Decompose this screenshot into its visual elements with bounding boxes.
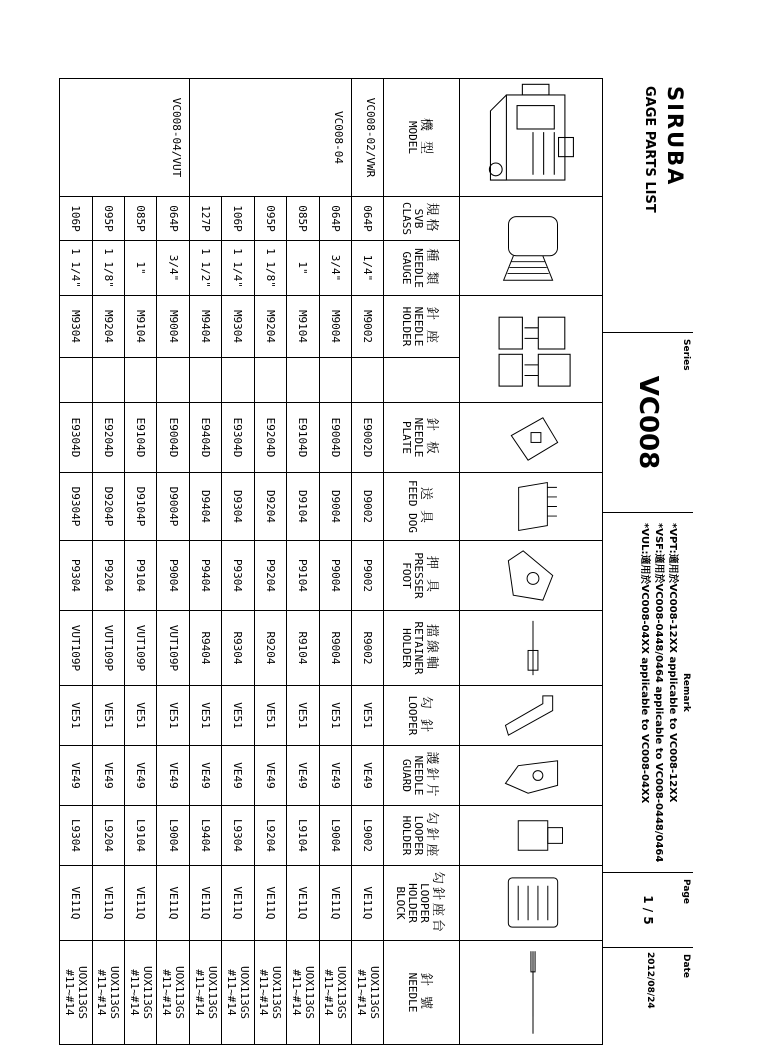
looper-holder-icon <box>478 806 588 865</box>
table-cell: VE49 <box>124 746 156 806</box>
page-number: 1 / 5 <box>641 895 655 925</box>
table-cell: UOX113GS #11~#14 <box>92 941 124 1045</box>
column-header-zh: 機 型 <box>418 117 434 158</box>
table-cell: 3/4" <box>319 241 351 296</box>
sheet-title: GAGE PARTS LIST <box>642 86 657 213</box>
table-cell: UOX113GS #11~#14 <box>287 941 319 1045</box>
looper-icon <box>478 686 588 745</box>
table-cell: P9004 <box>157 541 189 611</box>
table-cell: E9304D <box>222 403 254 473</box>
gage-parts-sheet <box>59 78 693 1024</box>
column-header-zh: 針 座 <box>424 306 440 347</box>
needle-icon <box>478 941 588 1044</box>
table-cell: M9104 <box>124 296 156 358</box>
table-cell: 1/4" <box>351 241 383 296</box>
gauge-illustration <box>460 197 603 296</box>
table-cell: VE51 <box>60 686 93 746</box>
column-header <box>384 296 460 358</box>
table-cell: VE49 <box>287 746 319 806</box>
table-cell: 106P <box>222 197 254 241</box>
table-cell: M9204 <box>254 296 286 358</box>
table-cell: VUT109P <box>124 611 156 686</box>
table-row <box>92 79 124 1045</box>
table-cell <box>287 358 319 403</box>
table-row <box>254 79 286 1045</box>
column-header-en: LOOPER HOLDER BLOCK <box>394 883 432 923</box>
table-cell: UOX113GS #11~#14 <box>254 941 286 1045</box>
table-cell: M9204 <box>92 296 124 358</box>
table-cell: D9002 <box>351 473 383 541</box>
table-cell: M9002 <box>351 296 383 358</box>
table-cell: UOX113GS #11~#14 <box>124 941 156 1045</box>
looper-holder-illustration <box>460 806 603 866</box>
table-cell: VE51 <box>92 686 124 746</box>
table-cell: M9004 <box>319 296 351 358</box>
feed-dog-icon <box>478 473 588 540</box>
table-cell: P9104 <box>287 541 319 611</box>
needle-gauge-icon <box>478 197 588 295</box>
column-header-zh: 擋線軸 <box>424 623 440 672</box>
table-cell: M9404 <box>189 296 221 358</box>
table-cell: D9304 <box>222 473 254 541</box>
table-cell: UOX113GS #11~#14 <box>60 941 93 1045</box>
table-cell: 095P <box>254 197 286 241</box>
table-cell: 1" <box>124 241 156 296</box>
header-block <box>602 78 693 1024</box>
table-cell: 1" <box>287 241 319 296</box>
column-header <box>384 197 460 241</box>
table-cell: 064P <box>319 197 351 241</box>
table-row <box>287 79 319 1045</box>
table-cell: P9104 <box>124 541 156 611</box>
column-header <box>384 403 460 473</box>
column-header <box>384 746 460 806</box>
table-cell: E9104D <box>124 403 156 473</box>
column-header-zh: 勾針座 <box>424 811 440 860</box>
table-cell: D9204 <box>254 473 286 541</box>
table-cell: E9204D <box>92 403 124 473</box>
column-header-en: PRESSER FOOT <box>400 552 426 599</box>
table-cell: M9004 <box>157 296 189 358</box>
table-cell <box>157 358 189 403</box>
remark-line: *VSF:適用於VC008-0448/0464 applicable to VC008-0448/0464 <box>653 523 664 863</box>
table-cell: UOX113GS #11~#14 <box>157 941 189 1045</box>
remark-line: *VPT:適用於VC008-12XX applicable to VC008-12XX <box>667 523 678 803</box>
column-header-zh: 送 具 <box>418 486 434 527</box>
column-header-en: RETAINER HOLDER <box>400 621 426 675</box>
table-cell: VE11Q <box>351 866 383 941</box>
table-cell: P9404 <box>189 541 221 611</box>
column-header-zh: 針 板 <box>424 417 440 458</box>
needle-holder-illustration <box>460 296 603 403</box>
table-cell: D9004P <box>157 473 189 541</box>
column-header-en: SVB CLASS <box>400 201 426 236</box>
table-row <box>351 79 383 1045</box>
table-cell <box>60 358 93 403</box>
table-cell: VE51 <box>254 686 286 746</box>
table-cell: VE11Q <box>287 866 319 941</box>
table-cell <box>92 358 124 403</box>
table-cell: 1 1/4" <box>222 241 254 296</box>
table-row <box>60 79 93 1045</box>
column-header-zh: 規格 <box>424 202 440 235</box>
table-cell: VE49 <box>319 746 351 806</box>
remark-cell <box>603 513 693 873</box>
table-cell: VE51 <box>319 686 351 746</box>
table-cell: VUT109P <box>60 611 93 686</box>
table-cell <box>222 358 254 403</box>
column-header-zh: 勾 針 <box>418 695 434 736</box>
table-cell: E9004D <box>319 403 351 473</box>
table-cell: P9004 <box>319 541 351 611</box>
parts-table <box>59 78 603 1045</box>
needle-guard-icon <box>478 746 588 805</box>
table-cell: D9304P <box>60 473 93 541</box>
series-label: Series <box>681 339 691 371</box>
column-header-en: NEEDLE HOLDER <box>400 306 426 347</box>
table-cell: R9002 <box>351 611 383 686</box>
table-cell: 085P <box>287 197 319 241</box>
date-label: Date <box>681 954 691 978</box>
table-cell: VE11Q <box>60 866 93 941</box>
table-cell: D9104P <box>124 473 156 541</box>
table-cell: R9004 <box>319 611 351 686</box>
table-cell: L9404 <box>189 806 221 866</box>
brand-cell <box>603 78 693 333</box>
column-header <box>384 541 460 611</box>
model-cell: VC008-02/VWR <box>351 79 383 197</box>
table-cell: P9304 <box>60 541 93 611</box>
column-header-zh: 護針片 <box>424 751 440 800</box>
table-cell: VE51 <box>124 686 156 746</box>
table-cell: L9304 <box>222 806 254 866</box>
column-header <box>384 686 460 746</box>
table-cell: 1 1/8" <box>254 241 286 296</box>
table-cell: 127P <box>189 197 221 241</box>
column-header <box>384 611 460 686</box>
looper-holder-block-illustration <box>460 866 603 941</box>
needle-illustration <box>460 941 603 1045</box>
presser-foot-illustration <box>460 541 603 611</box>
table-cell: P9204 <box>92 541 124 611</box>
table-cell: VE51 <box>287 686 319 746</box>
page-label: Page <box>681 879 691 904</box>
date-value: 2012/08/24 <box>645 952 655 1009</box>
column-header-en: NEEDLE GUARD <box>400 755 426 796</box>
table-row <box>222 79 254 1045</box>
table-cell: UOX113GS #11~#14 <box>222 941 254 1045</box>
column-header-en: NEEDLE <box>406 972 420 1013</box>
column-header <box>384 473 460 541</box>
column-header <box>384 241 460 296</box>
needle-guard-illustration <box>460 746 603 806</box>
table-cell: M9304 <box>60 296 93 358</box>
table-cell: VE49 <box>189 746 221 806</box>
table-cell: VE11Q <box>92 866 124 941</box>
table-cell: UOX113GS #11~#14 <box>189 941 221 1045</box>
column-header-zh: 押 具 <box>424 555 440 596</box>
table-cell: VE11Q <box>319 866 351 941</box>
page-cell <box>603 873 693 948</box>
table-cell: E9204D <box>254 403 286 473</box>
retainer-holder-icon <box>478 611 588 685</box>
column-header-row <box>384 79 460 1045</box>
column-header <box>384 806 460 866</box>
column-header-en: LOOPER <box>406 695 420 736</box>
series-cell <box>603 333 693 513</box>
table-cell: E9004D <box>157 403 189 473</box>
table-cell: VE51 <box>157 686 189 746</box>
retainer-holder-illustration <box>460 611 603 686</box>
table-cell: VE11Q <box>124 866 156 941</box>
table-cell: L9204 <box>254 806 286 866</box>
column-header-zh: 種 類 <box>424 248 440 288</box>
table-cell <box>351 358 383 403</box>
table-row <box>189 79 221 1045</box>
looper-illustration <box>460 686 603 746</box>
table-cell: VUT109P <box>92 611 124 686</box>
table-cell: VE11Q <box>254 866 286 941</box>
table-cell: VE11Q <box>222 866 254 941</box>
table-cell: P9304 <box>222 541 254 611</box>
column-header-en: LOOPER HOLDER <box>400 815 426 856</box>
column-header-en: FEED DOG <box>406 480 420 533</box>
table-cell: M9104 <box>287 296 319 358</box>
table-cell: L9004 <box>319 806 351 866</box>
parts-rows <box>60 79 384 1045</box>
table-cell: VE51 <box>222 686 254 746</box>
table-cell: L9104 <box>287 806 319 866</box>
table-cell: VE11Q <box>189 866 221 941</box>
table-cell: L9104 <box>124 806 156 866</box>
column-header-zh: 針 號 <box>418 972 434 1013</box>
brand-logo: SIRUBA <box>663 86 687 187</box>
table-cell: E9104D <box>287 403 319 473</box>
table-cell <box>254 358 286 403</box>
table-cell: E9304D <box>60 403 93 473</box>
looper-holder-block-icon <box>478 866 588 940</box>
column-header-en: NEEDLE GAUGE <box>400 248 426 288</box>
table-cell: M9304 <box>222 296 254 358</box>
column-header <box>384 866 460 941</box>
table-cell: 1 1/2" <box>189 241 221 296</box>
table-cell: 085P <box>124 197 156 241</box>
table-cell: D9204P <box>92 473 124 541</box>
needle-plate-icon <box>478 403 588 472</box>
table-cell: D9104 <box>287 473 319 541</box>
table-cell: P9204 <box>254 541 286 611</box>
table-cell: L9204 <box>92 806 124 866</box>
column-header <box>384 79 460 197</box>
remark-lines <box>637 523 679 862</box>
table-cell: VE51 <box>189 686 221 746</box>
table-cell: R9104 <box>287 611 319 686</box>
table-row <box>157 79 189 1045</box>
table-cell: P9002 <box>351 541 383 611</box>
table-cell <box>319 358 351 403</box>
table-cell: R9204 <box>254 611 286 686</box>
table-cell: 064P <box>351 197 383 241</box>
table-row <box>319 79 351 1045</box>
remark-label: Remark <box>681 673 691 712</box>
table-cell: 1 1/8" <box>92 241 124 296</box>
column-header-en: NEEDLE PLATE <box>400 417 426 458</box>
table-cell: VE11Q <box>157 866 189 941</box>
table-cell: D9004 <box>319 473 351 541</box>
table-row <box>124 79 156 1045</box>
model-cell: VC008-04/VUT <box>60 79 190 197</box>
model-cell: VC008-04 <box>189 79 351 197</box>
table-cell: VE49 <box>92 746 124 806</box>
table-cell: L9002 <box>351 806 383 866</box>
table-cell: 095P <box>92 197 124 241</box>
remark-line: *VUL:適用於VC008-04XX applicable to VC008-04XX <box>639 523 650 804</box>
table-cell: UOX113GS #11~#14 <box>319 941 351 1045</box>
needle-holder-icon <box>478 296 588 402</box>
table-cell: VUT109P <box>157 611 189 686</box>
table-cell: VE49 <box>222 746 254 806</box>
table-cell: UOX113GS #11~#14 <box>351 941 383 1045</box>
series-value: VC008 <box>633 375 663 470</box>
table-cell: 106P <box>60 197 93 241</box>
date-cell <box>603 948 693 1024</box>
table-cell <box>189 358 221 403</box>
feed-dog-illustration <box>460 473 603 541</box>
column-header <box>384 941 460 1045</box>
table-cell: VE49 <box>254 746 286 806</box>
table-cell: L9004 <box>157 806 189 866</box>
needle-plate-illustration <box>460 403 603 473</box>
table-cell: VE49 <box>60 746 93 806</box>
table-cell: E9404D <box>189 403 221 473</box>
table-cell: 064P <box>157 197 189 241</box>
table-cell: VE49 <box>157 746 189 806</box>
table-cell: 3/4" <box>157 241 189 296</box>
table-cell: E9002D <box>351 403 383 473</box>
table-cell: VE49 <box>351 746 383 806</box>
column-header-en: MODEL <box>406 120 420 155</box>
column-header-zh: 勾針座台 <box>430 870 446 935</box>
table-cell: L9304 <box>60 806 93 866</box>
presser-foot-icon <box>478 541 588 610</box>
table-cell: R9304 <box>222 611 254 686</box>
table-cell: 1 1/4" <box>60 241 93 296</box>
machine-icon <box>478 79 588 196</box>
column-header <box>384 358 460 403</box>
machine-illustration <box>460 79 603 197</box>
illustration-row <box>460 79 603 1045</box>
table-cell <box>124 358 156 403</box>
table-cell: D9404 <box>189 473 221 541</box>
table-cell: R9404 <box>189 611 221 686</box>
table-cell: VE51 <box>351 686 383 746</box>
